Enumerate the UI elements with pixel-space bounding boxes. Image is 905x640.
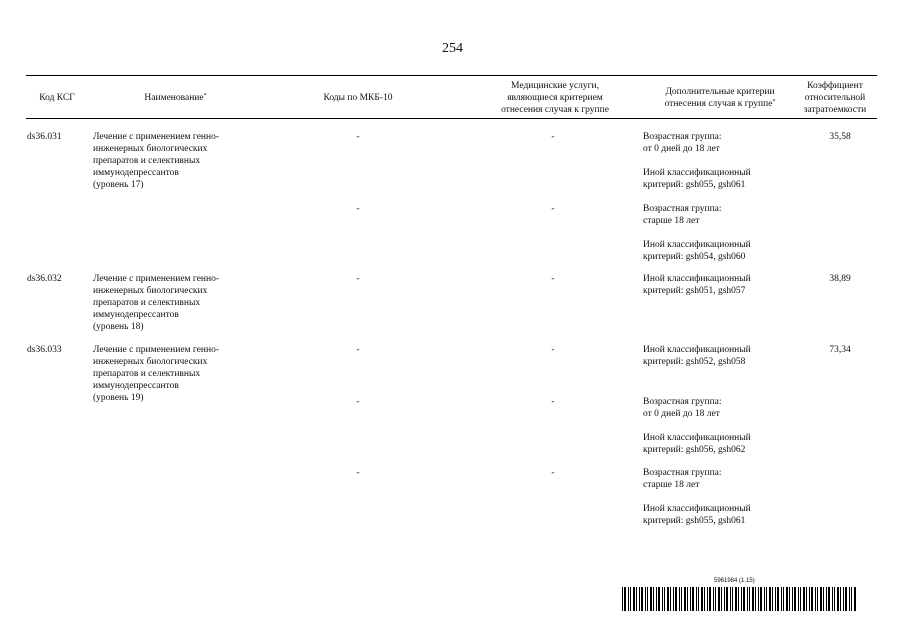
criteria-block: Иной классификационный критерий: gsh051, gsh057 bbox=[643, 274, 751, 296]
barcode-number: 5961984 (1.15) bbox=[714, 578, 755, 584]
header-services: Медицинские услуги, являющиеся критерием отнесения случая к группе bbox=[501, 81, 609, 115]
icd-value: - bbox=[356, 274, 360, 284]
row-coef: 35,58 bbox=[829, 132, 851, 142]
row-name: Лечение с применением генно- инженерных биологических препаратов и селективных иммунодепрессантов (уровень 19) bbox=[93, 345, 219, 403]
row-name: Лечение с применением генно- инженерных биологических препаратов и селективных иммунодепрессантов (уровень 18) bbox=[93, 274, 219, 332]
row-coef: 38,89 bbox=[829, 274, 851, 284]
page-number: 254 bbox=[442, 41, 463, 56]
criteria-block: Возрастная группа: от 0 дней до 18 лет Иной классификационный критерий: gsh056, gsh062 bbox=[643, 397, 751, 455]
services-value: - bbox=[551, 204, 555, 214]
icd-value: - bbox=[356, 397, 360, 407]
row-code: ds36.032 bbox=[27, 274, 62, 284]
icd-value: - bbox=[356, 132, 360, 142]
header-code: Код КСГ bbox=[39, 93, 75, 103]
header-coef: Коэффициент относительной затратоемкости bbox=[803, 81, 867, 115]
services-value: - bbox=[551, 132, 555, 142]
row-name: Лечение с применением генно- инженерных биологических препаратов и селективных иммунодепрессантов (уровень 17) bbox=[93, 132, 219, 190]
row-code: ds36.033 bbox=[27, 345, 62, 355]
icd-value: - bbox=[356, 204, 360, 214]
services-value: - bbox=[551, 397, 555, 407]
icd-value: - bbox=[356, 468, 360, 478]
header-icd: Коды по МКБ-10 bbox=[323, 93, 393, 103]
criteria-block: Возрастная группа: от 0 дней до 18 лет Иной классификационный критерий: gsh055, gsh061 bbox=[643, 132, 751, 190]
criteria-block: Возрастная группа: старше 18 лет Иной классификационный критерий: gsh054, gsh060 bbox=[643, 204, 751, 262]
criteria-block: Иной классификационный критерий: gsh052, gsh058 bbox=[643, 345, 751, 367]
row-coef: 73,34 bbox=[829, 345, 851, 355]
header-criteria: Дополнительные критерии отнесения случая к группе* bbox=[664, 87, 776, 109]
row-code: ds36.031 bbox=[27, 132, 62, 142]
header-name: Наименование* bbox=[144, 93, 207, 103]
criteria-block: Возрастная группа: старше 18 лет Иной классификационный критерий: gsh055, gsh061 bbox=[643, 468, 751, 526]
table-top-rule bbox=[26, 75, 877, 76]
services-value: - bbox=[551, 345, 555, 355]
barcode-icon bbox=[622, 587, 858, 611]
services-value: - bbox=[551, 468, 555, 478]
header-bottom-rule bbox=[26, 118, 877, 119]
icd-value: - bbox=[356, 345, 360, 355]
services-value: - bbox=[551, 274, 555, 284]
